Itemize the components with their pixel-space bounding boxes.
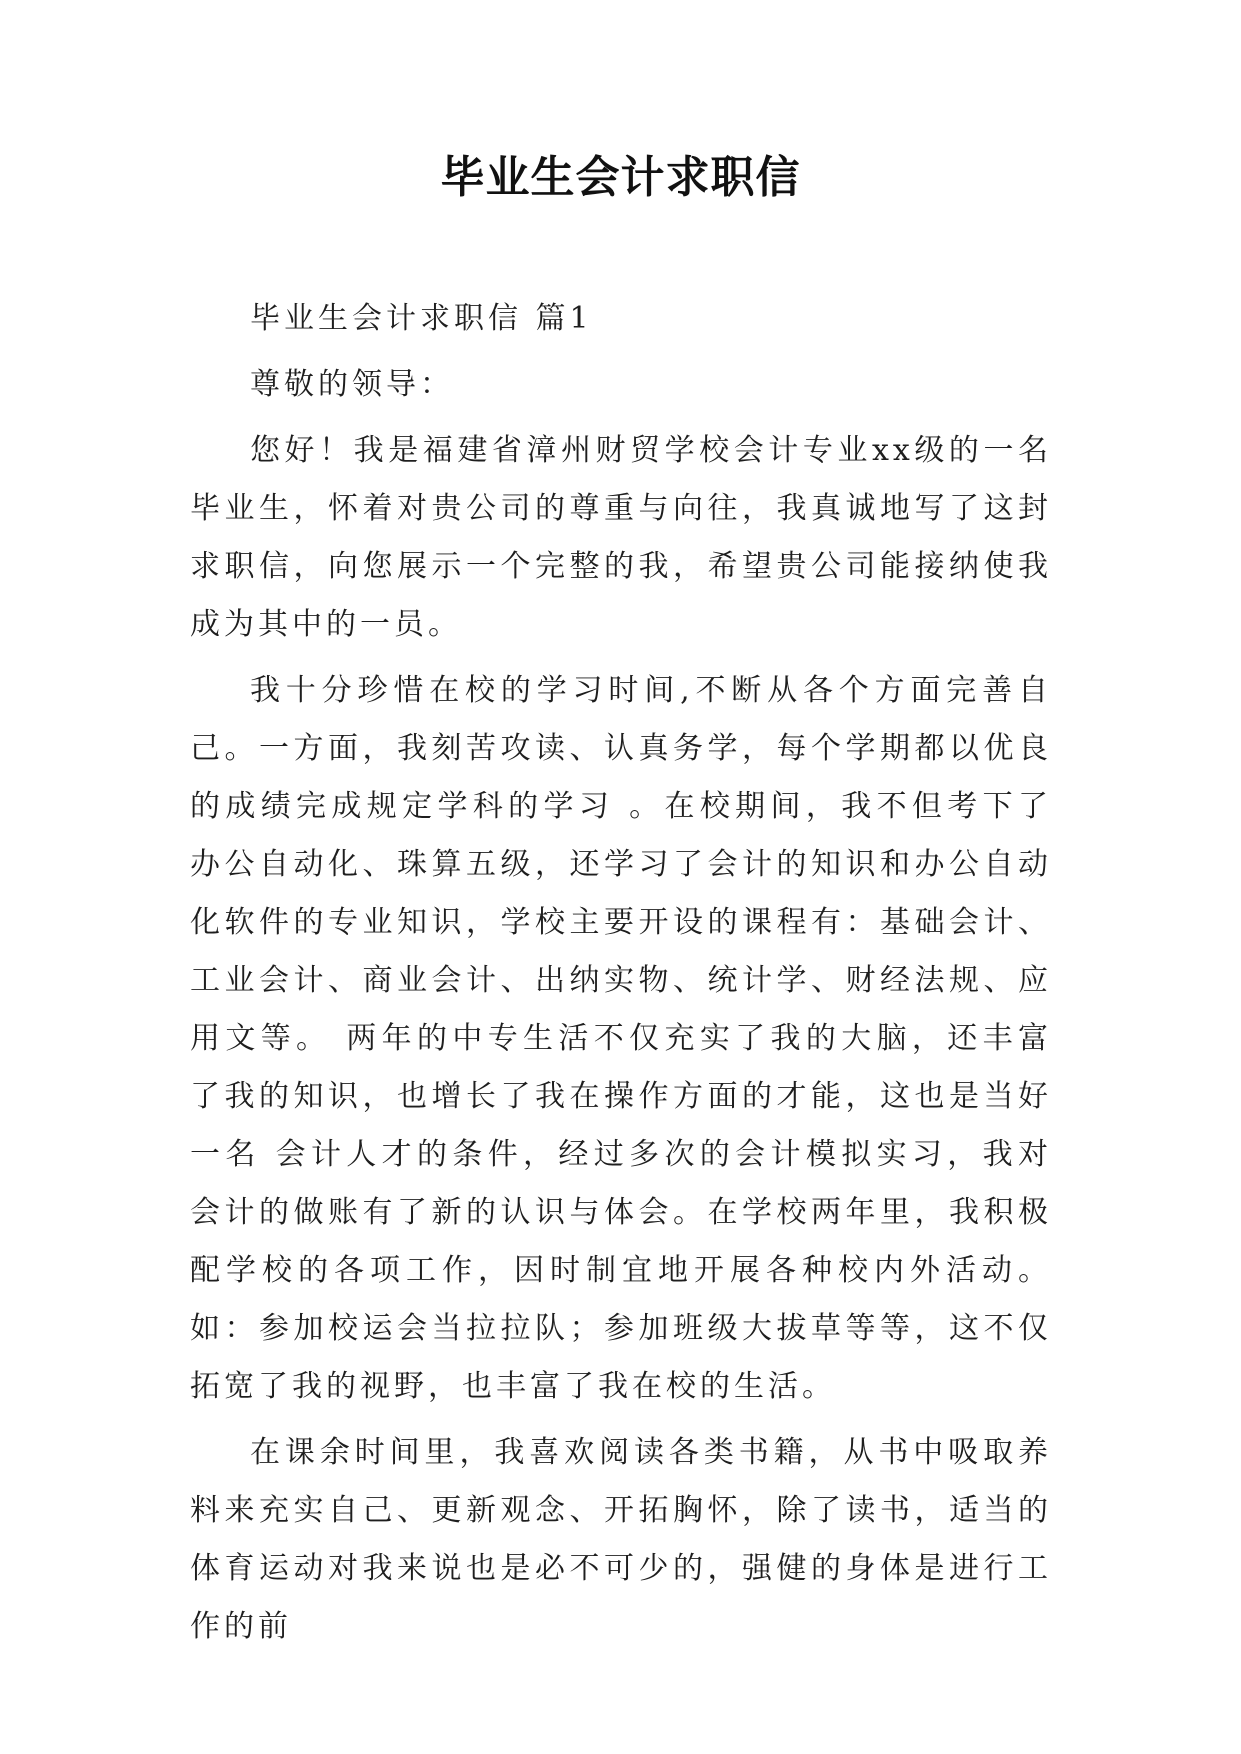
document-title: 毕业生会计求职信 bbox=[440, 152, 801, 203]
paragraph-spare-time: 在课余时间里，我喜欢阅读各类书籍，从书中吸取养料来充实自己、更新观念、开拓胸怀，除了读书，适当的体育运动对我来说也是必不可少的，强健的身体是进行工作的前 bbox=[190, 1435, 1052, 1644]
document-body bbox=[190, 290, 1052, 1656]
paragraph-introduction: 您好！我是福建省漳州财贸学校会计专业xx级的一名毕业生，怀着对贵公司的尊重与向往，我真诚地写了这封求职信，向您展示一个完整的我，希望贵公司能接纳使我成为其中的一员。 bbox=[190, 433, 1052, 642]
salutation: 尊敬的领导： bbox=[250, 367, 454, 402]
paragraph-education: 我十分珍惜在校的学习时间,不断从各个方面完善自己。一方面，我刻苦攻读、认真务学，每个学期都以优良的成绩完成规定学科的学习 。在校期间，我不但考下了办公自动化、珠算五级，还学习了会计的知识和办公自动化软件的专业知识，学校主要开设的课程有：基础会计、工业会计、商业会计、出纳实物、统计学、财经法规、应用文等。 两年的中专生活不仅充实了我的大脑，还丰富了我的知识，也增长了我在操作方面的才能，这也是当好一名 会计人才的条件，经过多次的会计模拟实习，我对会计的做账有了新的认识与体会。在学校两年里，我积极配学校的各项工作，因时制宜地开展各种校内外活动。如：参加校运会当拉拉队；参加班级大拔草等等，这不仅拓宽了我的视野，也丰富了我在校的生活。 bbox=[190, 673, 1052, 1404]
section-heading: 毕业生会计求职信 篇1 bbox=[250, 301, 593, 336]
